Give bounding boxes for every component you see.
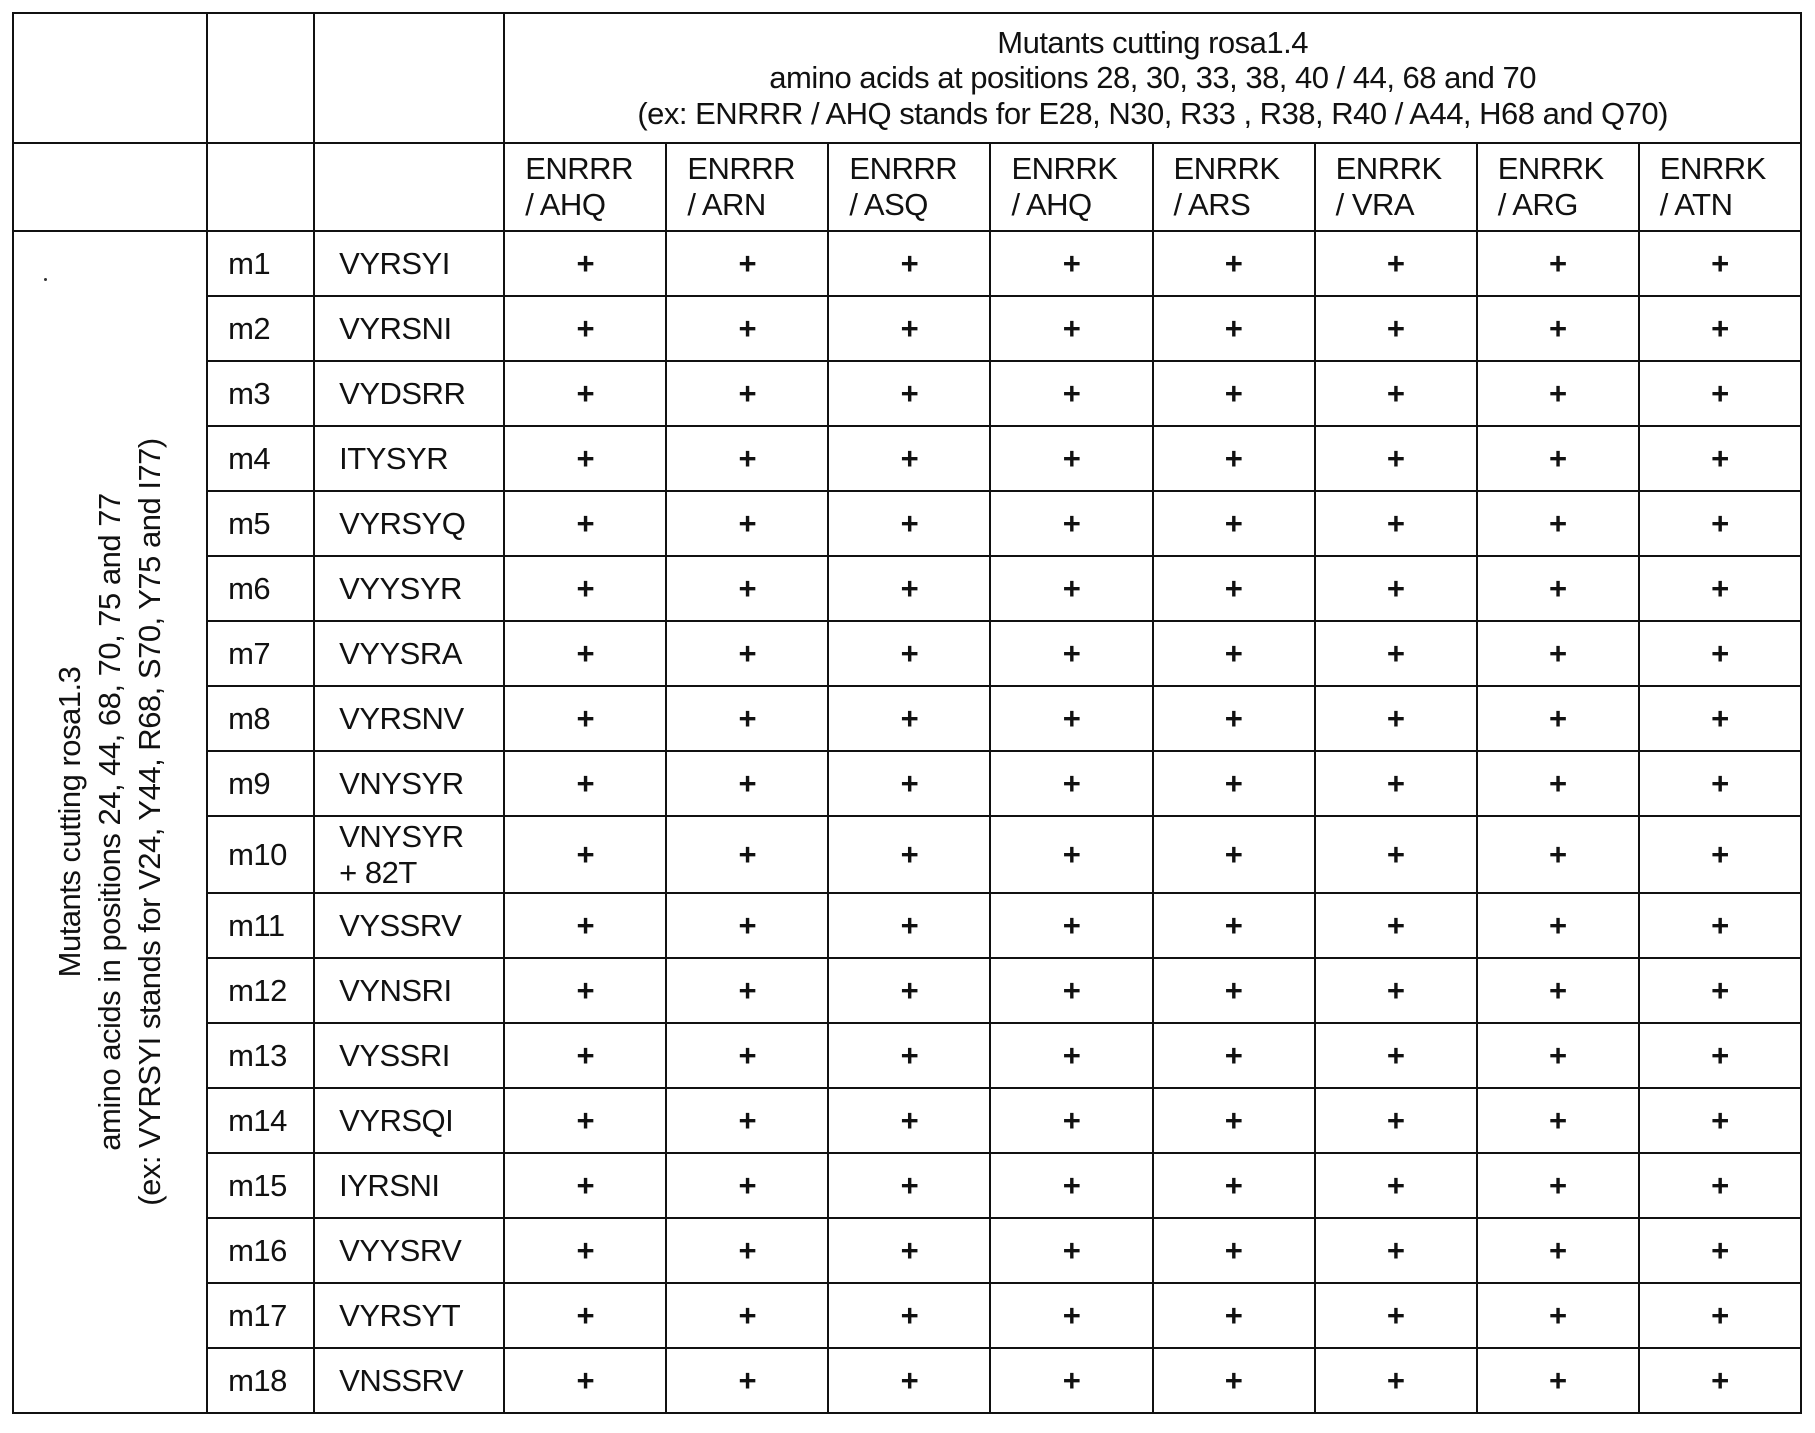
result-cell: + (666, 816, 828, 893)
table-row (13, 361, 1801, 426)
result-cell: + (828, 491, 990, 556)
result-cell: + (1639, 1218, 1801, 1283)
mutant-sequence (314, 296, 504, 361)
result-cell: + (1477, 686, 1639, 751)
mutant-sequence (314, 556, 504, 621)
table-row (13, 621, 1801, 686)
mutant-id: m15 (207, 1153, 314, 1218)
table-row (13, 893, 1801, 958)
result-cell: + (1477, 816, 1639, 893)
result-cell: + (666, 361, 828, 426)
result-cell: + (666, 751, 828, 816)
result-cell: + (990, 231, 1152, 296)
result-cell: + (990, 893, 1152, 958)
result-cell: + (1477, 893, 1639, 958)
mutant-sequence (314, 491, 504, 556)
result-cell: + (1153, 556, 1315, 621)
result-cell: + (828, 426, 990, 491)
result-cell: + (1315, 1153, 1477, 1218)
result-cell: + (828, 231, 990, 296)
table-row (13, 1088, 1801, 1153)
table-row (13, 1023, 1801, 1088)
result-cell: + (1153, 231, 1315, 296)
scan-speck (44, 278, 47, 281)
mutant-cutting-table (12, 12, 1802, 1414)
table-row (13, 816, 1801, 893)
result-cell: + (828, 361, 990, 426)
result-cell: + (990, 1283, 1152, 1348)
mutant-sequence (314, 751, 504, 816)
column-header-line1: ENRRR (849, 151, 958, 187)
table-row (13, 1283, 1801, 1348)
empty-header-cell (13, 13, 207, 143)
result-cell: + (1153, 296, 1315, 361)
result-cell: + (504, 621, 666, 686)
mutant-id: m16 (207, 1218, 314, 1283)
table-row (13, 1348, 1801, 1413)
result-cell: + (666, 1153, 828, 1218)
mutant-id: m8 (207, 686, 314, 751)
mutant-id: m13 (207, 1023, 314, 1088)
sequence-text: VYRSYQ (339, 505, 466, 541)
sequence-text: VYYSRV (339, 1232, 462, 1268)
result-cell: + (828, 1348, 990, 1413)
result-cell: + (1315, 556, 1477, 621)
mutant-id: m3 (207, 361, 314, 426)
column-header (1477, 143, 1639, 231)
result-cell: + (1315, 686, 1477, 751)
column-header-line2: / ATN (1659, 187, 1733, 222)
result-cell: + (504, 1218, 666, 1283)
result-cell: + (504, 361, 666, 426)
result-cell: + (1153, 621, 1315, 686)
result-cell: + (1315, 1283, 1477, 1348)
mutant-id: m9 (207, 751, 314, 816)
result-cell: + (1639, 296, 1801, 361)
mutant-sequence (314, 621, 504, 686)
result-cell: + (990, 686, 1152, 751)
mutant-id: m1 (207, 231, 314, 296)
empty-header-cell (314, 143, 504, 231)
column-header (990, 143, 1152, 231)
column-header (828, 143, 990, 231)
column-header-line2: / ARG (1497, 187, 1578, 222)
column-header (504, 143, 666, 231)
result-cell: + (666, 686, 828, 751)
header-title-row (13, 13, 1801, 143)
result-cell: + (666, 426, 828, 491)
sequence-text: VYYSRA (339, 635, 462, 671)
column-header-line1: ENRRK (1173, 151, 1280, 187)
result-cell: + (1477, 1153, 1639, 1218)
row-group-label-line-3: (ex: VYRSYI stands for V24, Y44, R68, S70, Y75 and I77) (132, 438, 168, 1206)
result-cell: + (990, 1023, 1152, 1088)
mutant-sequence (314, 893, 504, 958)
sequence-text: VYSSRI (339, 1037, 450, 1073)
mutant-sequence (314, 1023, 504, 1088)
rosa14-header-title (504, 13, 1801, 143)
sequence-text: VYRSYI (339, 245, 450, 281)
result-cell: + (504, 1348, 666, 1413)
result-cell: + (828, 1283, 990, 1348)
result-cell: + (666, 296, 828, 361)
table-row (13, 491, 1801, 556)
result-cell: + (990, 491, 1152, 556)
result-cell: + (990, 958, 1152, 1023)
result-cell: + (1477, 491, 1639, 556)
mutant-id: m18 (207, 1348, 314, 1413)
title-line-2: amino acids at positions 28, 30, 33, 38, 40 / 44, 68 and 70 (769, 60, 1536, 96)
result-cell: + (504, 1283, 666, 1348)
result-cell: + (1153, 491, 1315, 556)
result-cell: + (990, 361, 1152, 426)
column-header-line1: ENRRK (1497, 151, 1604, 187)
table-row (13, 958, 1801, 1023)
result-cell: + (828, 1218, 990, 1283)
mutant-id: m10 (207, 816, 314, 893)
table-row (13, 686, 1801, 751)
sequence-text: VNYSYR (339, 818, 464, 854)
sequence-text: VYYSYR (339, 570, 462, 606)
result-cell: + (1639, 426, 1801, 491)
mutant-id: m4 (207, 426, 314, 491)
sequence-text: VYDSRR (339, 375, 466, 411)
table-row (13, 751, 1801, 816)
mutant-sequence (314, 686, 504, 751)
result-cell: + (1315, 361, 1477, 426)
result-cell: + (990, 426, 1152, 491)
column-header-line2: / ASQ (849, 187, 928, 222)
table-row (13, 1153, 1801, 1218)
result-cell: + (1315, 1023, 1477, 1088)
result-cell: + (1153, 816, 1315, 893)
mutant-id: m17 (207, 1283, 314, 1348)
result-cell: + (990, 816, 1152, 893)
result-cell: + (666, 491, 828, 556)
mutant-id: m5 (207, 491, 314, 556)
mutant-sequence (314, 231, 504, 296)
result-cell: + (504, 296, 666, 361)
title-line-3: (ex: ENRRR / AHQ stands for E28, N30, R33 , R38, R40 / A44, H68 and Q70) (637, 95, 1668, 131)
column-header (1315, 143, 1477, 231)
result-cell: + (504, 893, 666, 958)
mutant-id: m2 (207, 296, 314, 361)
result-cell: + (1639, 1023, 1801, 1088)
empty-header-cell (207, 13, 314, 143)
result-cell: + (990, 751, 1152, 816)
result-cell: + (666, 621, 828, 686)
result-cell: + (1315, 751, 1477, 816)
column-header-row (13, 143, 1801, 231)
result-cell: + (828, 893, 990, 958)
result-cell: + (828, 1023, 990, 1088)
result-cell: + (1639, 556, 1801, 621)
result-cell: + (1477, 1218, 1639, 1283)
column-header-line2: / VRA (1335, 187, 1415, 222)
mutant-id: m11 (207, 893, 314, 958)
result-cell: + (828, 751, 990, 816)
result-cell: + (1639, 1348, 1801, 1413)
result-cell: + (1315, 296, 1477, 361)
result-cell: + (666, 556, 828, 621)
result-cell: + (1639, 751, 1801, 816)
result-cell: + (504, 686, 666, 751)
result-cell: + (1477, 1088, 1639, 1153)
result-cell: + (504, 556, 666, 621)
mutant-sequence (314, 361, 504, 426)
column-header-line2: / AHQ (525, 187, 606, 222)
mutant-sequence (314, 958, 504, 1023)
result-cell: + (504, 1153, 666, 1218)
result-cell: + (1315, 1348, 1477, 1413)
rosa13-row-group-label (13, 231, 207, 1413)
column-header (666, 143, 828, 231)
result-cell: + (990, 296, 1152, 361)
result-cell: + (1153, 1153, 1315, 1218)
result-cell: + (504, 1088, 666, 1153)
row-group-label-line-2: amino acids in positions 24, 44, 68, 70, 75 and 77 (92, 493, 128, 1151)
empty-header-cell (314, 13, 504, 143)
row-group-label-line-1: Mutants cutting rosa1.3 (52, 666, 88, 978)
sequence-text: VNSSRV (339, 1362, 464, 1398)
result-cell: + (828, 296, 990, 361)
result-cell: + (828, 621, 990, 686)
result-cell: + (1639, 231, 1801, 296)
result-cell: + (666, 1283, 828, 1348)
result-cell: + (504, 816, 666, 893)
result-cell: + (1153, 1218, 1315, 1283)
column-header-line2: / ARS (1173, 187, 1251, 222)
result-cell: + (1477, 1023, 1639, 1088)
result-cell: + (1315, 426, 1477, 491)
column-header-line2: / AHQ (1011, 187, 1092, 222)
result-cell: + (1477, 231, 1639, 296)
result-cell: + (1639, 1283, 1801, 1348)
result-cell: + (504, 426, 666, 491)
mutant-id: m12 (207, 958, 314, 1023)
result-cell: + (666, 1348, 828, 1413)
result-cell: + (1153, 1088, 1315, 1153)
mutant-sequence (314, 426, 504, 491)
result-cell: + (1639, 491, 1801, 556)
sequence-text: VYRSYT (339, 1297, 461, 1333)
result-cell: + (1639, 1088, 1801, 1153)
result-cell: + (666, 1088, 828, 1153)
mutant-sequence (314, 816, 504, 893)
mutant-sequence (314, 1088, 504, 1153)
mutant-sequence (314, 1153, 504, 1218)
column-header (1639, 143, 1801, 231)
result-cell: + (1315, 1218, 1477, 1283)
mutant-sequence (314, 1283, 504, 1348)
result-cell: + (1315, 231, 1477, 296)
column-header-line2: / ARN (687, 187, 766, 222)
column-header-line1: ENRRK (1659, 151, 1766, 187)
empty-header-cell (207, 143, 314, 231)
mutant-sequence (314, 1218, 504, 1283)
sequence-text: VYRSNV (339, 700, 464, 736)
result-cell: + (1153, 893, 1315, 958)
result-cell: + (990, 1088, 1152, 1153)
mutant-sequence (314, 1348, 504, 1413)
result-cell: + (1639, 958, 1801, 1023)
column-header-line1: ENRRK (1335, 151, 1442, 187)
mutant-id: m7 (207, 621, 314, 686)
result-cell: + (1477, 296, 1639, 361)
sequence-text: VYSSRV (339, 907, 462, 943)
table-row (13, 1218, 1801, 1283)
result-cell: + (666, 1218, 828, 1283)
column-header-line1: ENRRR (687, 151, 796, 187)
result-cell: + (1477, 1348, 1639, 1413)
sequence-text: IYRSNI (339, 1167, 440, 1203)
result-cell: + (504, 958, 666, 1023)
result-cell: + (1639, 621, 1801, 686)
result-cell: + (1153, 686, 1315, 751)
result-cell: + (1153, 751, 1315, 816)
result-cell: + (504, 231, 666, 296)
sequence-text: VYRSNI (339, 310, 452, 346)
result-cell: + (828, 1153, 990, 1218)
empty-header-cell (13, 143, 207, 231)
result-cell: + (666, 958, 828, 1023)
sequence-text: ITYSYR (339, 440, 449, 476)
result-cell: + (1315, 491, 1477, 556)
result-cell: + (1477, 556, 1639, 621)
result-cell: + (1153, 1348, 1315, 1413)
mutant-id: m6 (207, 556, 314, 621)
table-row (13, 556, 1801, 621)
result-cell: + (828, 958, 990, 1023)
result-cell: + (828, 686, 990, 751)
table-row (13, 426, 1801, 491)
result-cell: + (1153, 426, 1315, 491)
result-cell: + (1477, 426, 1639, 491)
result-cell: + (990, 556, 1152, 621)
result-cell: + (1315, 1088, 1477, 1153)
result-cell: + (1639, 816, 1801, 893)
result-cell: + (1153, 958, 1315, 1023)
result-cell: + (1315, 816, 1477, 893)
result-cell: + (1477, 361, 1639, 426)
result-cell: + (1639, 361, 1801, 426)
result-cell: + (1315, 621, 1477, 686)
table-row (13, 296, 1801, 361)
result-cell: + (666, 231, 828, 296)
result-cell: + (1639, 893, 1801, 958)
result-cell: + (1315, 958, 1477, 1023)
result-cell: + (504, 1023, 666, 1088)
sequence-text: VYRSQI (339, 1102, 454, 1138)
vertical-label (50, 438, 170, 1206)
result-cell: + (504, 751, 666, 816)
sequence-text: VYNSRI (339, 972, 452, 1008)
result-cell: + (1153, 1023, 1315, 1088)
result-cell: + (990, 1218, 1152, 1283)
result-cell: + (990, 1153, 1152, 1218)
result-cell: + (1639, 1153, 1801, 1218)
result-cell: + (504, 491, 666, 556)
column-header-line1: ENRRK (1011, 151, 1118, 187)
sequence-extra-text: + 82T (339, 854, 417, 890)
column-header-line1: ENRRR (525, 151, 633, 187)
result-cell: + (1477, 1283, 1639, 1348)
result-cell: + (828, 1088, 990, 1153)
result-cell: + (666, 893, 828, 958)
result-cell: + (666, 1023, 828, 1088)
result-cell: + (1153, 361, 1315, 426)
result-cell: + (1153, 1283, 1315, 1348)
result-cell: + (1477, 621, 1639, 686)
result-cell: + (828, 556, 990, 621)
result-cell: + (828, 816, 990, 893)
result-cell: + (990, 1348, 1152, 1413)
sequence-text: VNYSYR (339, 765, 464, 801)
result-cell: + (1477, 958, 1639, 1023)
result-cell: + (1315, 893, 1477, 958)
table-row (13, 231, 1801, 296)
result-cell: + (1477, 751, 1639, 816)
title-line-1: Mutants cutting rosa1.4 (997, 24, 1308, 60)
mutant-id: m14 (207, 1088, 314, 1153)
result-cell: + (1639, 686, 1801, 751)
result-cell: + (990, 621, 1152, 686)
column-header (1153, 143, 1315, 231)
